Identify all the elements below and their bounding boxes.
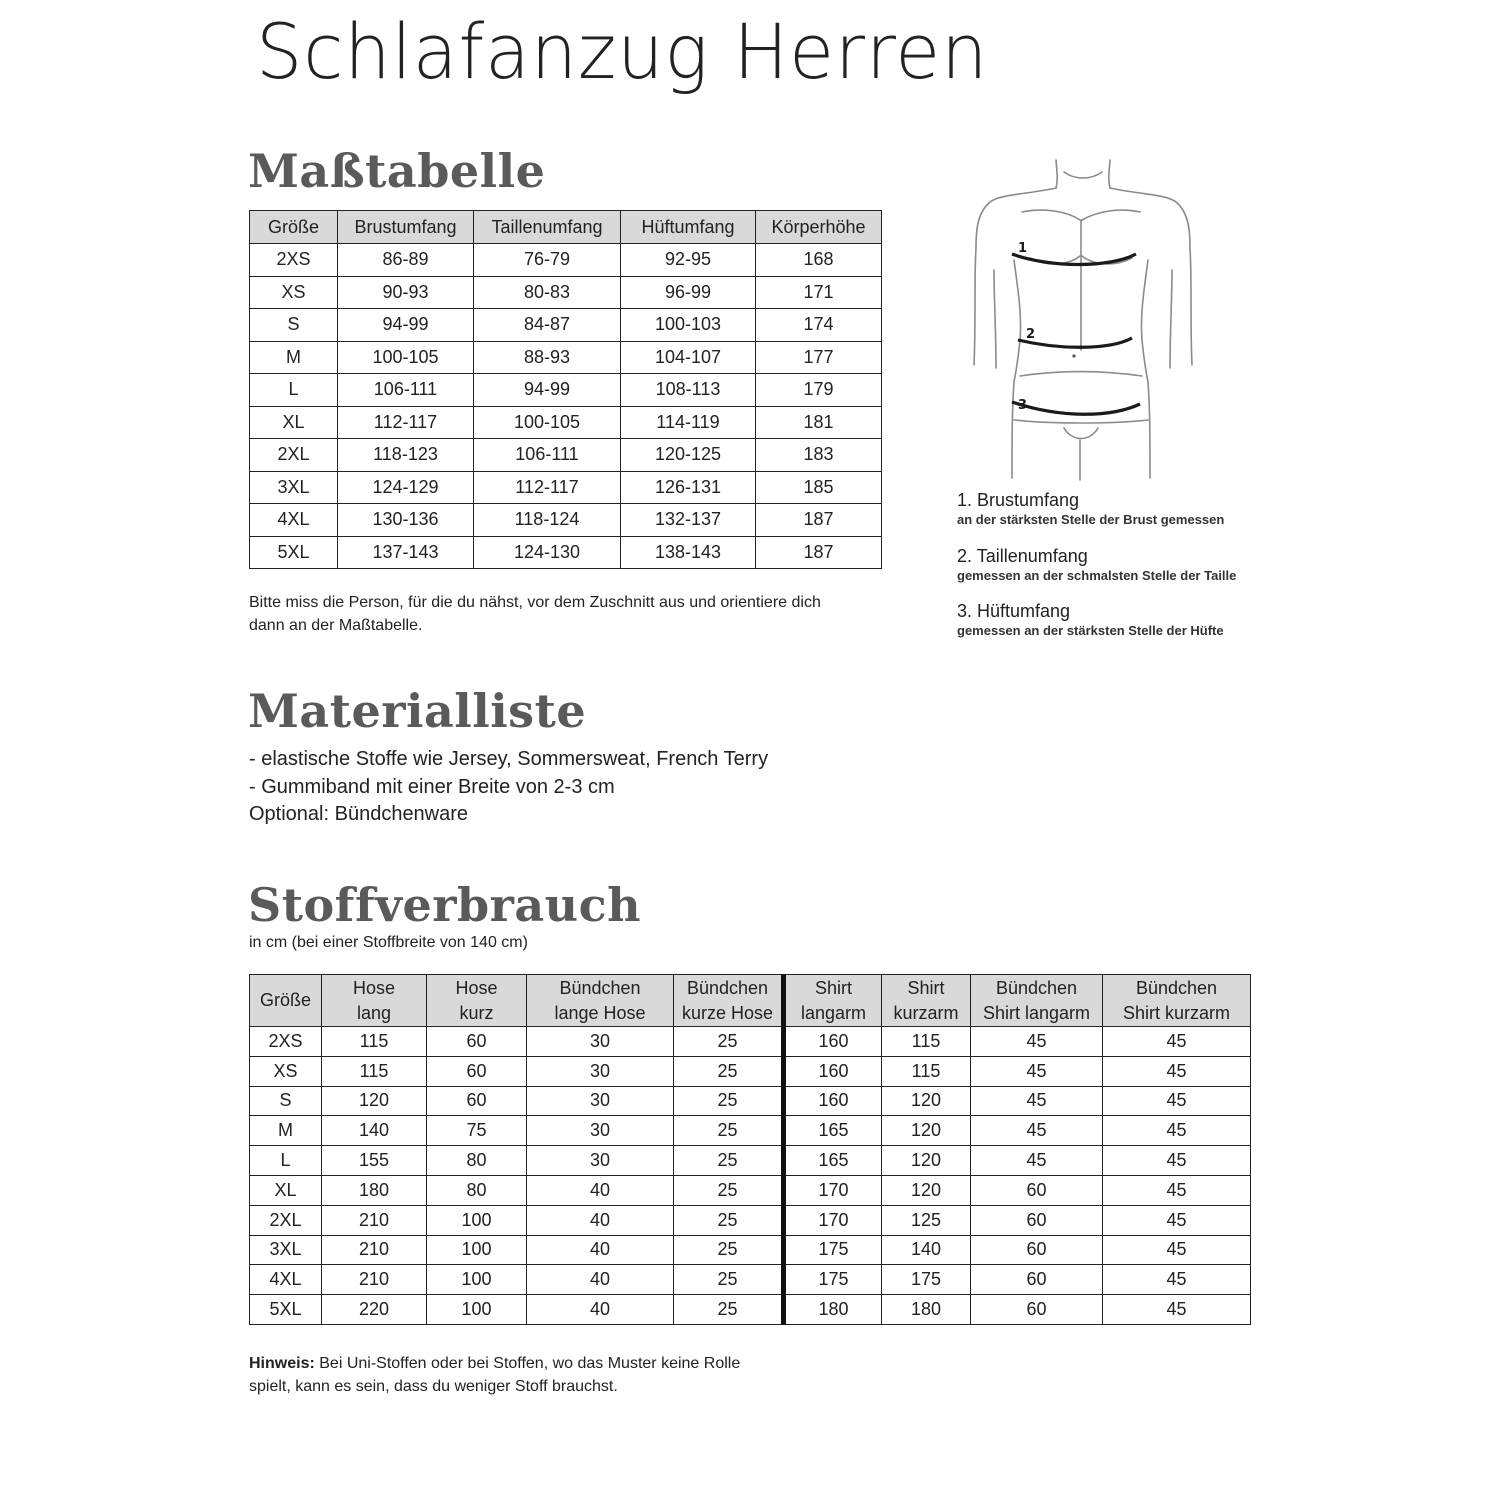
material-list [249, 746, 768, 829]
table-cell: XL [250, 1175, 322, 1205]
header-line: Größe [259, 990, 311, 1010]
table-cell: 106-111 [338, 374, 474, 407]
table-cell: 175 [784, 1265, 882, 1295]
table-cell: 138-143 [621, 536, 756, 569]
legend-desc: gemessen an der stärksten Stelle der Hüfte [957, 623, 1224, 638]
table-cell: 130-136 [338, 504, 474, 537]
table-cell: 175 [882, 1265, 971, 1295]
fabric-header-cell [322, 975, 427, 1027]
table-row [250, 504, 882, 537]
table-cell: 45 [1103, 1265, 1251, 1295]
table-cell: 5XL [250, 536, 338, 569]
table-cell: 45 [1103, 1086, 1251, 1116]
table-cell: 2XS [250, 244, 338, 277]
measure-header-cell: Körperhöhe [756, 211, 882, 244]
table-cell: 132-137 [621, 504, 756, 537]
table-cell: 45 [1103, 1056, 1251, 1086]
table-row [250, 1265, 1251, 1295]
fabric-header-cell [784, 975, 882, 1027]
table-row [250, 471, 882, 504]
table-cell: 45 [1103, 1205, 1251, 1235]
table-cell: 174 [756, 309, 882, 342]
table-cell: 4XL [250, 1265, 322, 1295]
table-cell: 2XL [250, 1205, 322, 1235]
table-cell: 94-99 [474, 374, 621, 407]
measure-header-cell: Brustumfang [338, 211, 474, 244]
table-cell: 177 [756, 341, 882, 374]
table-cell: 118-124 [474, 504, 621, 537]
table-cell: 185 [756, 471, 882, 504]
fabric-header-cell [882, 975, 971, 1027]
table-cell: 104-107 [621, 341, 756, 374]
table-row [250, 1027, 1251, 1057]
measure-note-line: Bitte miss die Person, für die du nähst, vor dem Zuschnitt aus und orientiere dich [249, 594, 821, 611]
document-title: Schlafanzug Herren [256, 7, 989, 96]
table-row [250, 1205, 1251, 1235]
fabric-header-cell [674, 975, 784, 1027]
table-cell: 40 [527, 1295, 674, 1325]
header-line: Bündchen [559, 977, 641, 998]
table-cell: 76-79 [474, 244, 621, 277]
header-line: Shirt langarm [982, 1002, 1091, 1023]
table-row [250, 1235, 1251, 1265]
table-row [250, 536, 882, 569]
table-cell: 180 [882, 1295, 971, 1325]
table-cell: 114-119 [621, 406, 756, 439]
hint-label: Hinweis: [249, 1355, 315, 1372]
table-cell: 84-87 [474, 309, 621, 342]
table-cell: 92-95 [621, 244, 756, 277]
table-cell: S [250, 1086, 322, 1116]
measure-section-title: Maßtabelle [248, 144, 546, 198]
table-cell: 165 [784, 1116, 882, 1146]
hint-line [249, 1352, 829, 1375]
measure-note [249, 591, 909, 637]
table-cell: 125 [882, 1205, 971, 1235]
table-cell: 80-83 [474, 276, 621, 309]
hint-text: Bei Uni-Stoffen oder bei Stoffen, wo das Muster keine Rolle [314, 1355, 741, 1372]
table-cell: 60 [971, 1235, 1103, 1265]
table-cell: 25 [674, 1027, 784, 1057]
table-cell: 187 [756, 536, 882, 569]
fabric-header-cell [527, 975, 674, 1027]
fabric-header-cell [427, 975, 527, 1027]
table-cell: XL [250, 406, 338, 439]
hint-line: spielt, kann es sein, dass du weniger Stoff brauchst. [249, 1378, 618, 1395]
table-cell: 175 [784, 1235, 882, 1265]
measure-header-cell: Hüftumfang [621, 211, 756, 244]
table-cell: 170 [784, 1175, 882, 1205]
navel-icon [1072, 354, 1075, 357]
table-cell: 2XL [250, 439, 338, 472]
marker-2: 2 [1026, 327, 1036, 342]
table-cell: 60 [971, 1205, 1103, 1235]
table-cell: 160 [784, 1086, 882, 1116]
table-cell: 100 [427, 1295, 527, 1325]
hip-line-icon [1012, 402, 1140, 414]
header-line: Bündchen [1135, 977, 1218, 998]
table-cell: 60 [971, 1265, 1103, 1295]
table-cell: 155 [322, 1146, 427, 1176]
table-cell: 94-99 [338, 309, 474, 342]
fabric-table [249, 974, 1251, 1325]
legend-title: 1. Brustumfang [957, 490, 1080, 510]
table-cell: 88-93 [474, 341, 621, 374]
table-cell: 45 [1103, 1235, 1251, 1265]
list-item: - elastische Stoffe wie Jersey, Sommersweat, French Terry [249, 748, 769, 770]
table-cell: 25 [674, 1265, 784, 1295]
header-line: Bündchen [995, 977, 1078, 998]
table-cell: 115 [882, 1056, 971, 1086]
table-cell: 187 [756, 504, 882, 537]
measure-table [249, 210, 882, 569]
table-cell: 96-99 [621, 276, 756, 309]
table-cell: 30 [527, 1146, 674, 1176]
table-cell: 75 [427, 1116, 527, 1146]
table-cell: 60 [971, 1175, 1103, 1205]
table-cell: 45 [1103, 1175, 1251, 1205]
table-cell: 60 [971, 1295, 1103, 1325]
table-cell: 80 [427, 1175, 527, 1205]
torso-outline-icon [974, 160, 1192, 480]
table-cell: 25 [674, 1116, 784, 1146]
table-cell: 45 [1103, 1295, 1251, 1325]
table-cell: 90-93 [338, 276, 474, 309]
fabric-section-title: Stoffverbrauch [248, 878, 642, 932]
table-cell: 120 [882, 1086, 971, 1116]
table-cell: 25 [674, 1235, 784, 1265]
table-cell: 60 [427, 1086, 527, 1116]
fabric-header-cell [250, 975, 322, 1027]
table-cell: 170 [784, 1205, 882, 1235]
header-line: Shirt [907, 977, 945, 998]
table-cell: 80 [427, 1146, 527, 1176]
table-cell: 210 [322, 1265, 427, 1295]
table-cell: 25 [674, 1175, 784, 1205]
table-cell: 60 [427, 1027, 527, 1057]
table-cell: 45 [971, 1086, 1103, 1116]
table-row [250, 244, 882, 277]
table-row [250, 406, 882, 439]
table-cell: 124-129 [338, 471, 474, 504]
table-cell: 25 [674, 1086, 784, 1116]
table-cell: 4XL [250, 504, 338, 537]
table-cell: 108-113 [621, 374, 756, 407]
list-item: - Gummiband mit einer Breite von 2-3 cm [249, 775, 615, 798]
table-cell: M [250, 1116, 322, 1146]
table-cell: 180 [784, 1295, 882, 1325]
table-row [250, 1056, 1251, 1086]
table-cell: 3XL [250, 1235, 322, 1265]
measure-header-cell: Größe [250, 211, 338, 244]
table-cell: 25 [674, 1146, 784, 1176]
table-cell: 106-111 [474, 439, 621, 472]
material-section-title: Materialliste [248, 684, 587, 738]
table-cell: 118-123 [338, 439, 474, 472]
table-cell: 45 [971, 1116, 1103, 1146]
table-cell: 115 [882, 1027, 971, 1057]
header-line: Hose [455, 977, 498, 998]
table-cell: 100 [427, 1265, 527, 1295]
table-cell: 2XS [250, 1027, 322, 1057]
table-cell: 40 [527, 1205, 674, 1235]
table-cell: 140 [322, 1116, 427, 1146]
table-cell: XS [250, 276, 338, 309]
table-cell: 140 [882, 1235, 971, 1265]
table-cell: 3XL [250, 471, 338, 504]
table-cell: 115 [322, 1056, 427, 1086]
table-cell: 120-125 [621, 439, 756, 472]
header-line: lange Hose [554, 1002, 646, 1023]
table-cell: 100-105 [338, 341, 474, 374]
legend-desc: an der stärksten Stelle der Brust gemessen [957, 512, 1225, 527]
table-row [250, 309, 882, 342]
header-line: kurzarm [893, 1002, 959, 1023]
header-line: langarm [800, 1002, 867, 1023]
header-line: Shirt kurzarm [1122, 1002, 1230, 1023]
table-row [250, 1146, 1251, 1176]
table-cell: 220 [322, 1295, 427, 1325]
table-cell: 126-131 [621, 471, 756, 504]
legend-desc: gemessen an der schmalsten Stelle der Taille [957, 568, 1237, 583]
table-cell: 120 [882, 1146, 971, 1176]
measure-header-cell: Taillenumfang [474, 211, 621, 244]
waist-line-icon [1018, 338, 1132, 347]
legend-waist [957, 545, 1236, 585]
table-cell: 100 [427, 1205, 527, 1235]
table-row [250, 1086, 1251, 1116]
header-line: Shirt [814, 977, 852, 998]
table-cell: 60 [427, 1056, 527, 1086]
table-cell: 171 [756, 276, 882, 309]
legend-chest [957, 489, 1224, 529]
fabric-header-cell [1103, 975, 1251, 1027]
table-cell: 100-105 [474, 406, 621, 439]
table-cell: 179 [756, 374, 882, 407]
table-cell: 210 [322, 1235, 427, 1265]
table-cell: 40 [527, 1235, 674, 1265]
hint-note [249, 1352, 829, 1398]
table-cell: 45 [1103, 1146, 1251, 1176]
table-cell: 40 [527, 1175, 674, 1205]
table-cell: 45 [971, 1027, 1103, 1057]
table-cell: S [250, 309, 338, 342]
table-cell: 137-143 [338, 536, 474, 569]
table-cell: 120 [322, 1086, 427, 1116]
table-cell: 112-117 [474, 471, 621, 504]
table-cell: 168 [756, 244, 882, 277]
fabric-subtitle: in cm (bei einer Stoffbreite von 140 cm) [249, 934, 528, 951]
table-cell: 25 [674, 1056, 784, 1086]
header-line: kurz [459, 1002, 494, 1023]
table-row [250, 1295, 1251, 1325]
table-cell: 100-103 [621, 309, 756, 342]
table-cell: 120 [882, 1175, 971, 1205]
table-cell: 210 [322, 1205, 427, 1235]
legend-title: 2. Taillenumfang [957, 546, 1088, 566]
table-cell: 45 [1103, 1116, 1251, 1146]
table-cell: 160 [784, 1027, 882, 1057]
table-cell: 112-117 [338, 406, 474, 439]
table-cell: 40 [527, 1265, 674, 1295]
header-line: kurze Hose [681, 1002, 774, 1023]
table-cell: 30 [527, 1086, 674, 1116]
legend-hip [957, 600, 1224, 640]
table-cell: 160 [784, 1056, 882, 1086]
header-line: Bündchen [686, 977, 769, 998]
table-row [250, 1175, 1251, 1205]
table-row [250, 1116, 1251, 1146]
marker-3: 3 [1018, 398, 1028, 413]
table-cell: 181 [756, 406, 882, 439]
header-line: Hose [352, 977, 396, 998]
table-cell: XS [250, 1056, 322, 1086]
table-cell: 45 [1103, 1027, 1251, 1057]
table-cell: 115 [322, 1027, 427, 1057]
table-cell: L [250, 374, 338, 407]
fabric-header-cell [971, 975, 1103, 1027]
measure-table-header [250, 211, 882, 244]
table-cell: 165 [784, 1146, 882, 1176]
table-row [250, 374, 882, 407]
fabric-table-header [250, 975, 1251, 1027]
table-cell: M [250, 341, 338, 374]
torso-measurement-figure [960, 150, 1200, 490]
measure-note-line: dann an der Maßtabelle. [249, 617, 423, 634]
table-cell: 30 [527, 1056, 674, 1086]
table-cell: 120 [882, 1116, 971, 1146]
marker-1: 1 [1018, 241, 1028, 256]
table-cell: 30 [527, 1116, 674, 1146]
legend-title: 3. Hüftumfang [957, 601, 1071, 621]
table-cell: 30 [527, 1027, 674, 1057]
table-cell: 124-130 [474, 536, 621, 569]
list-item: Optional: Bündchenware [249, 803, 469, 825]
table-cell: 5XL [250, 1295, 322, 1325]
table-cell: 45 [971, 1146, 1103, 1176]
header-line: lang [356, 1002, 392, 1023]
table-cell: 86-89 [338, 244, 474, 277]
table-cell: 183 [756, 439, 882, 472]
table-cell: 25 [674, 1205, 784, 1235]
table-row [250, 439, 882, 472]
table-cell: 45 [971, 1056, 1103, 1086]
table-cell: 100 [427, 1235, 527, 1265]
table-row [250, 341, 882, 374]
table-cell: 25 [674, 1295, 784, 1325]
table-row [250, 276, 882, 309]
table-cell: L [250, 1146, 322, 1176]
table-cell: 180 [322, 1175, 427, 1205]
